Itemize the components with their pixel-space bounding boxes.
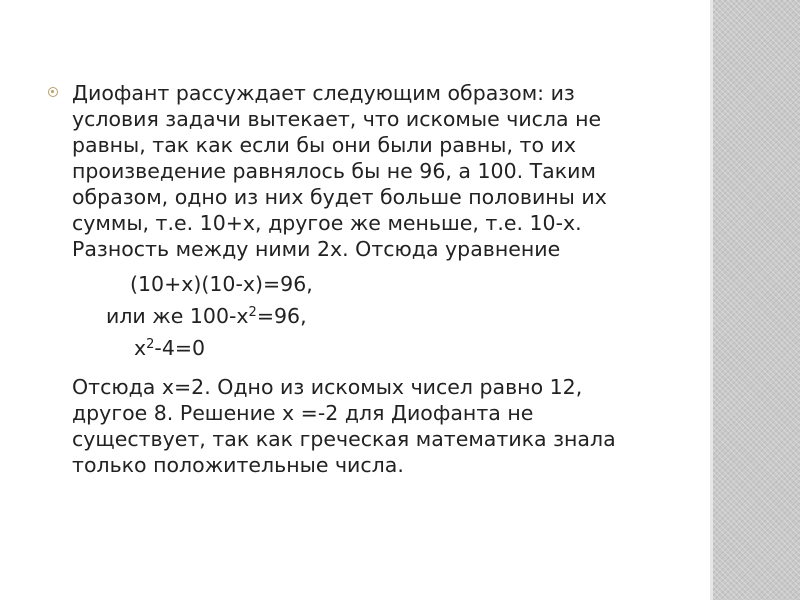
equation-3-exponent: 2 — [146, 337, 155, 352]
bullet-icon — [48, 87, 58, 97]
paragraph-intro: Диофант рассуждает следующим образом: из условия задачи вытекает, что искомые числа не равны, так как если бы они были равны, то их произведение равнялось бы не 96, а 100. Таким образом, одно из них будет больше половины их суммы, т.е. 10+х, другое же меньше, т.е. 10-х. Разность между ними 2х. Отсюда уравнение — [72, 81, 607, 261]
equation-2-rest: =96, — [256, 304, 307, 328]
equation-3 — [72, 332, 662, 364]
equation-3-text: х — [134, 336, 147, 360]
slide-body — [72, 80, 662, 478]
equation-2-exponent: 2 — [248, 305, 257, 320]
equation-2 — [72, 300, 662, 332]
equation-3-rest: -4=0 — [154, 336, 206, 360]
equation-2-text: или же 100-х — [106, 304, 249, 328]
decorative-side-panel — [710, 0, 800, 600]
paragraph-conclusion: Отсюда х=2. Одно из искомых чисел равно 12, другое 8. Решение х =-2 для Диофанта не существует, так как греческая математика знала только положительные числа. — [72, 375, 616, 477]
side-panel-edge — [710, 0, 713, 600]
equation-1: (10+х)(10-х)=96, — [130, 272, 313, 296]
